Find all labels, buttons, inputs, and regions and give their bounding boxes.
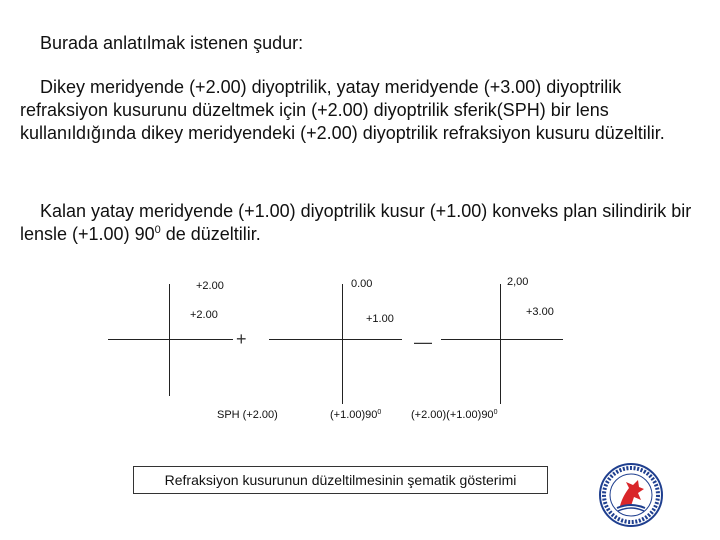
cross3-degree-superscript: 0: [493, 409, 498, 416]
cross3-horizontal-axis: [441, 339, 563, 340]
figure-caption: Refraksiyon kusurunun düzeltilmesinin şematik gösterimi: [164, 472, 517, 488]
cross1-horizontal-axis: [108, 339, 233, 340]
plus-operator: +: [236, 329, 247, 349]
paragraph-one: Dikey meridyende (+2.00) diyoptrilik, yatay meridyende (+3.00) diyoptrilik refraksiyon kusurunu düzeltmek için (+2.00) diyoptrilik sferik(SPH) bir lens kullanıldığında dikey meridyendeki (+2.00) diyoptrilik refraksiyon kusuru düzeltilir.: [20, 77, 665, 143]
paragraph-two: Kalan yatay meridyende (+1.00) diyoptrilik kusur (+1.00) konveks plan silindirik bir lensle (+1.00) $90^0$ de düzeltilir.: [20, 201, 692, 244]
university-seal-icon: [598, 462, 664, 528]
cross3-caption: $(+2.00)(+1.00)90^0$: [411, 409, 498, 421]
cross2-vertical-axis: [342, 284, 343, 404]
cross1-caption: SPH (+2.00): [217, 409, 278, 421]
cross2-right-label: +1.00: [366, 313, 394, 325]
cross3-top-label: 2,00: [507, 276, 529, 288]
cross2-degree-superscript: 0: [377, 409, 382, 416]
cross3-vertical-axis: [500, 284, 501, 404]
cross3-right-label: +3.00: [526, 306, 554, 318]
cross1-vertical-axis: [169, 284, 170, 396]
minus-operator: —: [414, 332, 432, 352]
cross2-caption: $(+1.00)90^0$: [330, 409, 382, 421]
degree-superscript: 0: [154, 224, 161, 236]
cross2-horizontal-axis: [269, 339, 402, 340]
cross2-top-label: 0.00: [351, 278, 373, 290]
cross1-top-label: +2.00: [196, 280, 224, 292]
cross1-right-label: +2.00: [190, 309, 218, 321]
title-text: Burada anlatılmak istenen şudur:: [40, 33, 304, 53]
figure-caption-box: [133, 466, 548, 494]
